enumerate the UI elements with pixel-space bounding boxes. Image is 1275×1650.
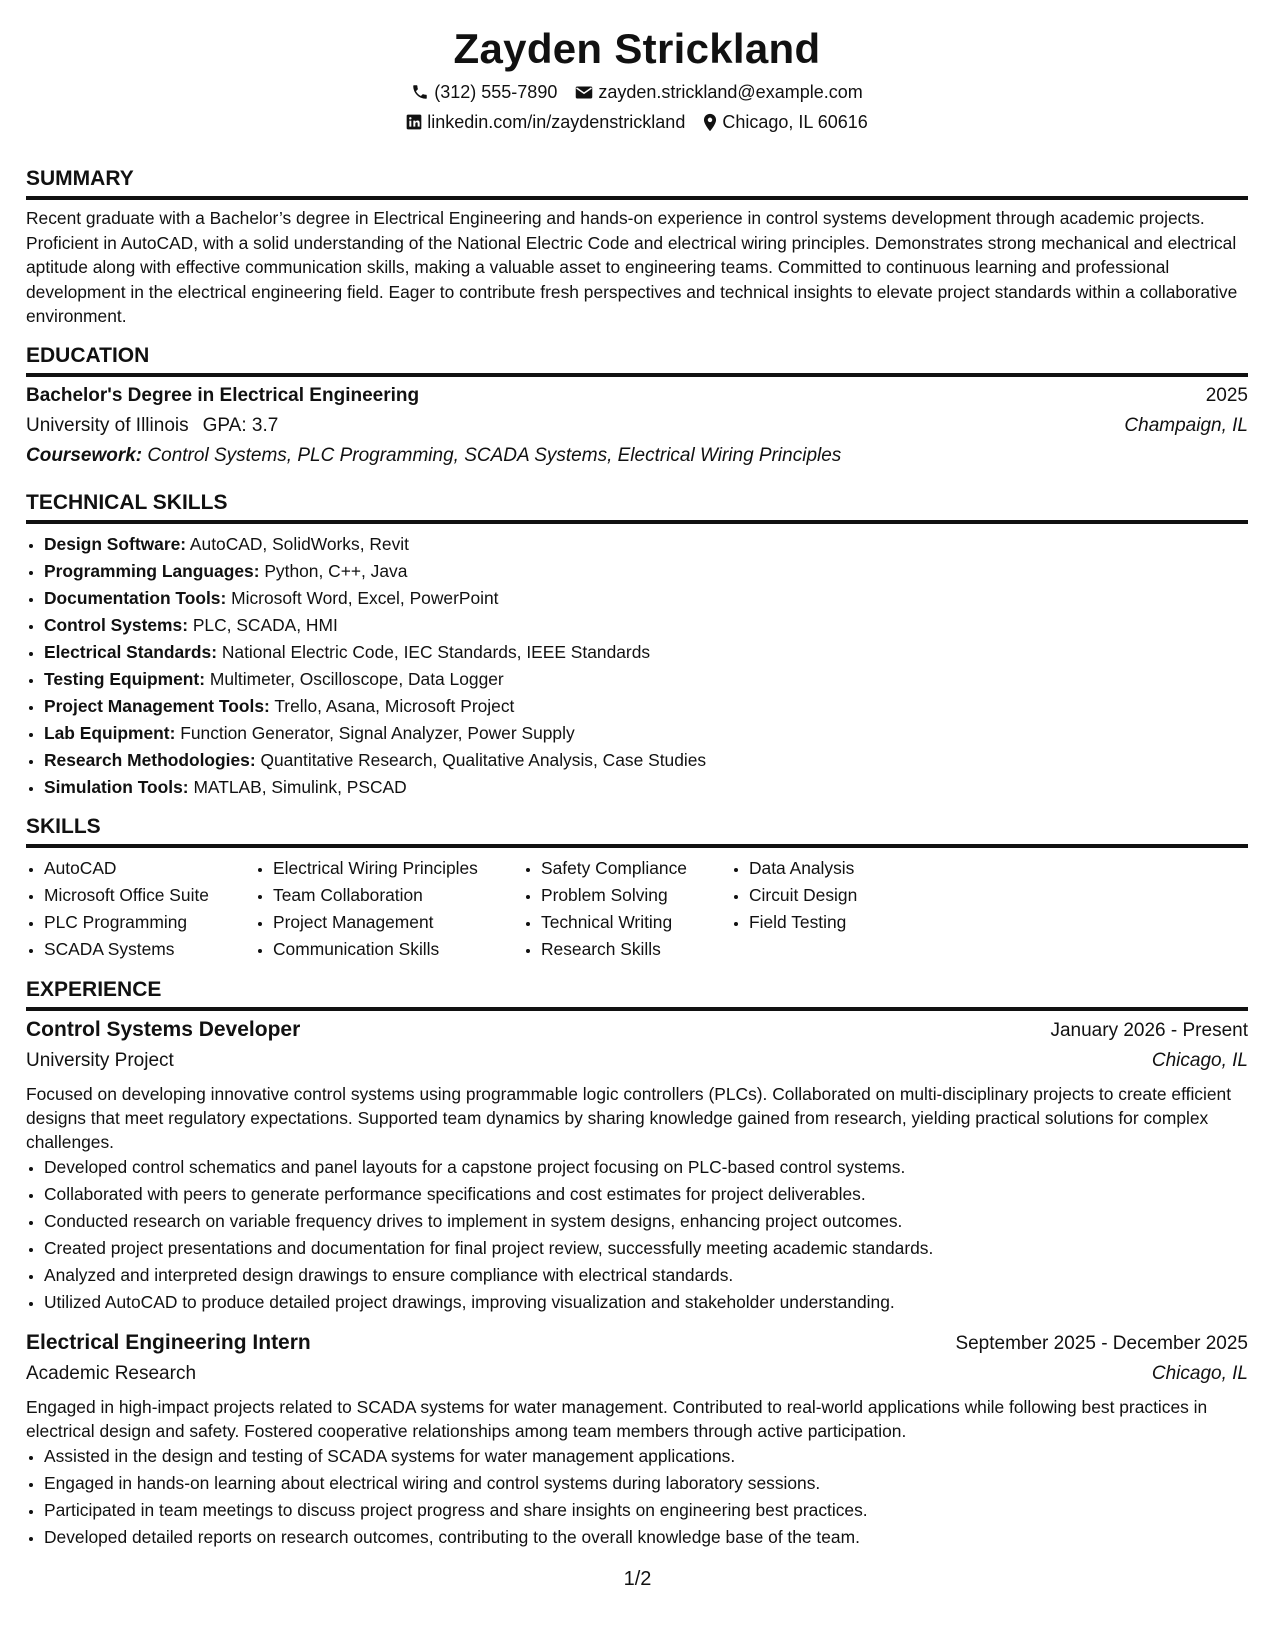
- experience-heading: EXPERIENCE: [26, 977, 1248, 1011]
- list-item: [44, 558, 1248, 585]
- gpa: GPA: 3.7: [202, 414, 279, 436]
- technical-skills-section: [26, 490, 1248, 801]
- job-organization: Academic Research: [26, 1362, 197, 1384]
- school-row: [26, 411, 1248, 441]
- list-item: • Utilized AutoCAD to produce detailed project drawings, improving visualization and stakeholder understanding.: [44, 1289, 1248, 1316]
- list-item: • Research Skills: [541, 936, 731, 963]
- list-item: • Circuit Design: [749, 882, 949, 909]
- candidate-name: Zayden Strickland: [453, 25, 821, 72]
- summary-section: [26, 166, 1248, 329]
- phone-icon: [411, 83, 429, 101]
- skill-values: Function Generator, Signal Analyzer, Power Supply: [180, 722, 575, 743]
- contact-row-2: [26, 108, 1248, 136]
- technical-skills-list: [26, 531, 1248, 801]
- list-item: [44, 639, 1248, 666]
- list-item: [44, 585, 1248, 612]
- skill-category: Design Software:: [44, 533, 187, 554]
- list-item: • AutoCAD: [44, 855, 255, 882]
- graduation-year: 2025: [1205, 384, 1248, 406]
- list-item: • Collaborated with peers to generate performance specifications and cost estimates for project deliverables.: [44, 1181, 1248, 1208]
- list-item: • Participated in team meetings to discuss project progress and share insights on engineering best practices.: [44, 1497, 1248, 1524]
- list-item: • Developed detailed reports on research outcomes, contributing to the overall knowledge base of the team.: [44, 1524, 1248, 1551]
- skill-category: Project Management Tools:: [44, 695, 270, 716]
- list-item: [44, 774, 1248, 801]
- location-text: Chicago, IL 60616: [722, 112, 868, 132]
- coursework-label: Coursework:: [26, 444, 143, 466]
- email-address[interactable]: zayden.strickland@example.com: [598, 82, 863, 102]
- skill-category: Lab Equipment:: [44, 722, 176, 743]
- list-item: • Created project presentations and documentation for final project review, successfully meeting academic standards.: [44, 1235, 1248, 1262]
- skills-column-2: [255, 855, 523, 963]
- job-description: Engaged in high-impact projects related to SCADA systems for water management. Contributed to real-world applications while following best practices in electrical design and safety. Fostered cooperative relationships among team members through active participation.: [26, 1396, 1208, 1441]
- job-organization: University Project: [26, 1049, 174, 1071]
- list-item: • Assisted in the design and testing of SCADA systems for water management applications.: [44, 1443, 1248, 1470]
- summary-heading: SUMMARY: [26, 166, 1248, 200]
- list-item: • Electrical Wiring Principles: [273, 855, 523, 882]
- job-title: Electrical Engineering Intern: [26, 1330, 311, 1354]
- resume-header: [26, 22, 1248, 136]
- job-header: [26, 1015, 1248, 1046]
- job-subheader: [26, 1359, 1248, 1389]
- map-pin-icon: [703, 113, 717, 132]
- list-item: [44, 693, 1248, 720]
- skill-category: Research Methodologies:: [44, 749, 256, 770]
- list-item: • SCADA Systems: [44, 936, 255, 963]
- list-item: • Analyzed and interpreted design drawings to ensure compliance with electrical standards.: [44, 1262, 1248, 1289]
- skills-section: [26, 814, 1248, 963]
- coursework-line: [26, 441, 1248, 471]
- phone-number: (312) 555-7890: [434, 82, 558, 102]
- experience-section: [26, 977, 1248, 1551]
- skill-category: Simulation Tools:: [44, 776, 189, 797]
- skill-values: AutoCAD, SolidWorks, Revit: [189, 533, 409, 554]
- linkedin-url[interactable]: linkedin.com/in/zaydenstrickland: [427, 112, 686, 132]
- skill-values: MATLAB, Simulink, PSCAD: [193, 776, 407, 797]
- skill-category: Programming Languages:: [44, 560, 260, 581]
- skill-category: Documentation Tools:: [44, 587, 227, 608]
- list-item: • Developed control schematics and panel layouts for a capstone project focusing on PLC-based control systems.: [44, 1154, 1248, 1181]
- list-item: [44, 531, 1248, 558]
- skill-values: Quantitative Research, Qualitative Analysis, Case Studies: [260, 749, 707, 770]
- list-item: • Conducted research on variable frequency drives to implement in system designs, enhancing project outcomes.: [44, 1208, 1248, 1235]
- skill-values: National Electric Code, IEC Standards, IEEE Standards: [221, 641, 651, 662]
- job-location: Chicago, IL: [1151, 1049, 1248, 1071]
- job-location: Chicago, IL: [1151, 1362, 1248, 1384]
- list-item: • Communication Skills: [273, 936, 523, 963]
- list-item: • Data Analysis: [749, 855, 949, 882]
- job-bullets: [26, 1154, 1248, 1316]
- skill-category: Testing Equipment:: [44, 668, 206, 689]
- skill-values: Python, C++, Java: [264, 560, 408, 581]
- job-title: Control Systems Developer: [26, 1017, 301, 1041]
- job-entry: [26, 1328, 1248, 1551]
- skills-heading: SKILLS: [26, 814, 1248, 848]
- job-dates: January 2026 - Present: [1050, 1019, 1248, 1041]
- list-item: • Problem Solving: [541, 882, 731, 909]
- skill-values: Microsoft Word, Excel, PowerPoint: [231, 587, 499, 608]
- list-item: • Engaged in hands-on learning about electrical wiring and control systems during laboratory sessions.: [44, 1470, 1248, 1497]
- envelope-icon: [575, 85, 593, 100]
- skill-values: PLC, SCADA, HMI: [192, 614, 338, 635]
- technical-skills-heading: TECHNICAL SKILLS: [26, 490, 1248, 524]
- skill-category: Control Systems:: [44, 614, 188, 635]
- degree-row: [26, 381, 1248, 411]
- list-item: • PLC Programming: [44, 909, 255, 936]
- degree-name: Bachelor's Degree in Electrical Engineering: [26, 384, 420, 406]
- skill-values: Multimeter, Oscilloscope, Data Logger: [209, 668, 504, 689]
- skills-column-4: [731, 855, 949, 963]
- job-bullets: [26, 1443, 1248, 1551]
- skill-values: Trello, Asana, Microsoft Project: [274, 695, 515, 716]
- coursework-list: Control Systems, PLC Programming, SCADA Systems, Electrical Wiring Principles: [147, 444, 842, 466]
- linkedin-icon: [406, 114, 422, 130]
- list-item: • Project Management: [273, 909, 523, 936]
- list-item: [44, 612, 1248, 639]
- skills-column-3: [523, 855, 731, 963]
- list-item: [44, 747, 1248, 774]
- job-dates: September 2025 - December 2025: [955, 1332, 1248, 1354]
- resume-page: [26, 22, 1248, 1551]
- job-header: [26, 1328, 1248, 1359]
- list-item: • Safety Compliance: [541, 855, 731, 882]
- school-info: [26, 411, 278, 441]
- education-section: [26, 343, 1248, 471]
- list-item: • Team Collaboration: [273, 882, 523, 909]
- school-location: Champaign, IL: [1124, 414, 1248, 436]
- location-contact: [703, 108, 867, 136]
- school-name: University of Illinois: [26, 414, 189, 436]
- skill-category: Electrical Standards:: [44, 641, 218, 662]
- summary-text: Recent graduate with a Bachelor’s degree in Electrical Engineering and hands-on experience in control systems development through academic projects. Proficient in AutoCAD, with a solid understanding of the National Electric Code and electrical wiring principles. Demonstrates strong mechanical and electrical aptitude along with effective communication skills, making a valuable asset to engineering teams. Committed to continuous learning and professional development in the electrical engineering field. Eager to contribute fresh perspectives and technical insights to elevate project standards within a collaborative environment.: [26, 208, 1238, 327]
- list-item: • Field Testing: [749, 909, 949, 936]
- email-contact[interactable]: [575, 78, 862, 106]
- job-subheader: [26, 1046, 1248, 1076]
- education-heading: EDUCATION: [26, 343, 1248, 377]
- job-entry: [26, 1015, 1248, 1316]
- job-description: Focused on developing innovative control systems using programmable logic controllers (PLCs). Collaborated on multi-disciplinary projects to create efficient designs that meet regulatory expectations. Supported team dynamics by sharing knowledge gained from research, yielding practical solutions for complex challenges.: [26, 1083, 1232, 1152]
- linkedin-contact[interactable]: [406, 108, 685, 136]
- contact-row-1: [26, 78, 1248, 106]
- list-item: [44, 720, 1248, 747]
- phone-contact: [411, 78, 557, 106]
- list-item: • Technical Writing: [541, 909, 731, 936]
- skills-column-1: [26, 855, 255, 963]
- skills-grid: [26, 855, 1248, 963]
- page-number: 1/2: [623, 1568, 652, 1590]
- list-item: • Microsoft Office Suite: [44, 882, 255, 909]
- list-item: [44, 666, 1248, 693]
